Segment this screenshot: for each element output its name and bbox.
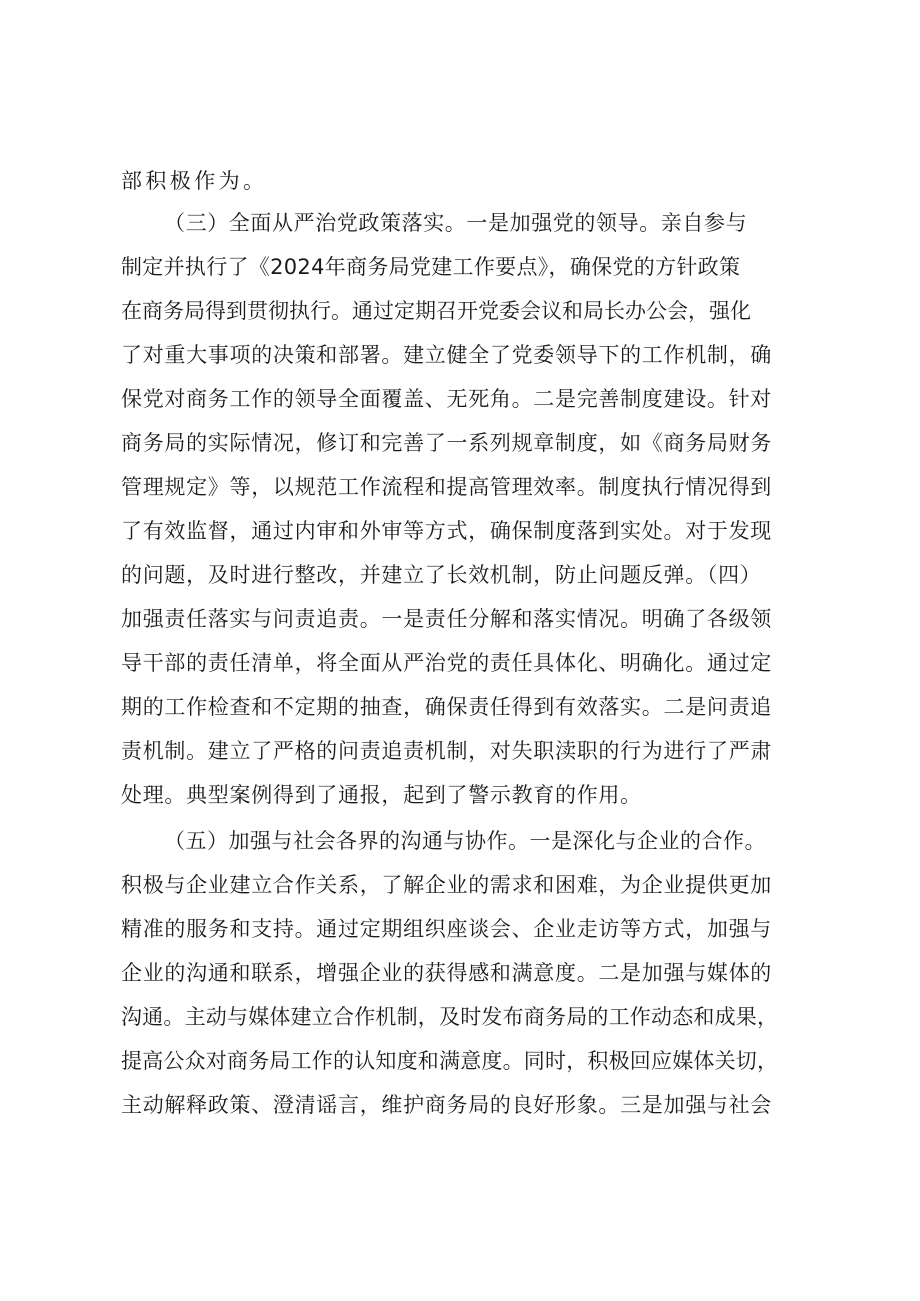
text-line-3: 制定并执行了《2024年商务局党建工作要点》，确保党的方针政策 (121, 255, 741, 279)
text-line-15: 处理。典型案例得到了通报，起到了警示教育的作用。 (121, 783, 642, 807)
text-line-21: 提高公众对商务局工作的认知度和满意度。同时，积极回应媒体关切， (121, 1049, 779, 1073)
text-line-19: 企业的沟通和联系，增强企业的获得感和满意度。二是加强与媒体的 (121, 961, 772, 985)
text-line-13: 期的工作检查和不定期的抽查，确保责任得到有效落实。二是问责追 (121, 695, 772, 719)
text-line-18: 精准的服务和支持。通过定期组织座谈会、企业走访等方式，加强与 (121, 917, 772, 941)
text-line-22: 主动解释政策、澄清谣言，维护商务局的良好形象。三是加强与社会 (121, 1093, 772, 1117)
text-line-11: 加强责任落实与问责追责。一是责任分解和落实情况。明确了各级领 (121, 607, 772, 631)
text-line-1: 部积极作为。 (121, 169, 268, 193)
text-line-17: 积极与企业建立合作关系，了解企业的需求和困难，为企业提供更加 (121, 873, 772, 897)
text-line-5: 了对重大事项的决策和部署。建立健全了党委领导下的工作机制，确 (121, 343, 772, 367)
text-line-7: 商务局的实际情况，修订和完善了一系列规章制度，如《商务局财务 (121, 431, 772, 455)
text-line-2: （三）全面从严治党政策落实。一是加强党的领导。亲自参与 (164, 211, 748, 235)
text-line-20: 沟通。主动与媒体建立合作机制，及时发布商务局的工作动态和成果， (121, 1005, 779, 1029)
text-line-10: 的问题，及时进行整改，并建立了长效机制，防止问题反弹。（四） (121, 563, 762, 587)
text-line-12: 导干部的责任清单，将全面从严治党的责任具体化、明确化。通过定 (121, 651, 772, 675)
text-line-9: 了有效监督，通过内审和外审等方式，确保制度落到实处。对于发现 (121, 519, 772, 543)
text-line-16: （五）加强与社会各界的沟通与协作。一是深化与企业的合作。 (164, 829, 766, 853)
text-line-6: 保党对商务工作的领导全面覆盖、无死角。二是完善制度建设。针对 (121, 387, 772, 411)
text-line-14: 责机制。建立了严格的问责追责机制，对失职渎职的行为进行了严肃 (121, 739, 772, 763)
text-line-4: 在商务局得到贯彻执行。通过定期召开党委会议和局长办公会，强化 (121, 299, 751, 323)
text-line-8: 管理规定》等，以规范工作流程和提高管理效率。制度执行情况得到 (121, 475, 772, 499)
